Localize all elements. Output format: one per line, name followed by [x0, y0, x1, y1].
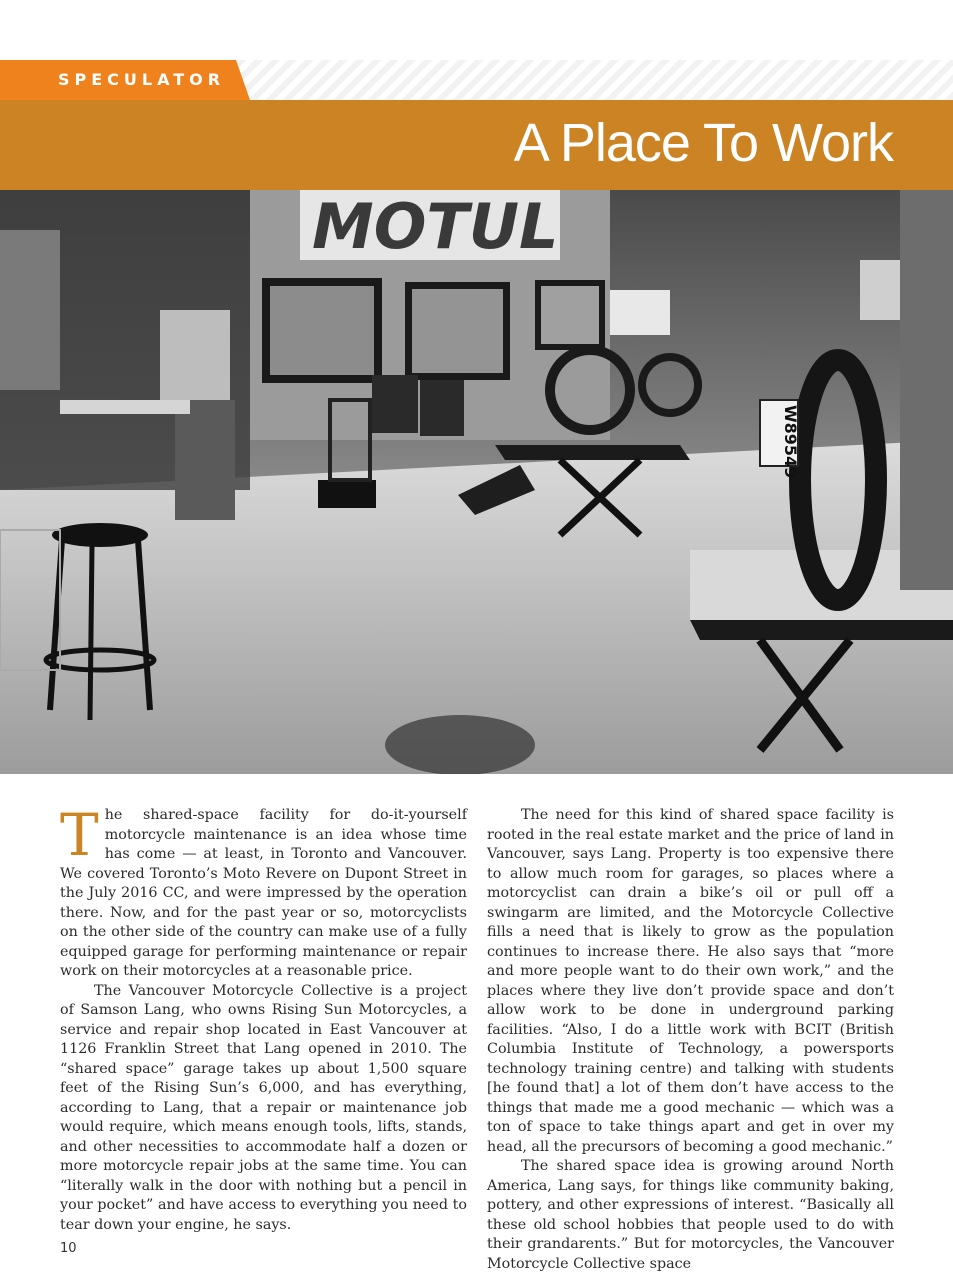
paragraph: The shared space idea is growing around North America, Lang says, for things like community baking, pottery, and other expressions of interest. “Basically all these old school hobbies that people used to do with their grandarents.” But for motorcycles, the Vancouver Motorcycle Collective space: [487, 1158, 894, 1272]
motul-banner-text: MOTUL: [312, 190, 559, 263]
garage-photo: [0, 190, 953, 774]
garage-photo-illustration: [0, 190, 953, 774]
paragraph: The Vancouver Motorcycle Collective is a project of Samson Lang, who owns Rising Sun Motorcycles, a service and repair shop located in East Vancouver at 1126 Franklin Street that Lang opened in 2010. The “shared space” garage takes up about 1,500 square feet of the Rising Sun’s 6,000, and has everything, according to Lang, that a repair or maintenance job would require, which means enough tools, lifts, stands, and other necessities to accommodate half a dozen or more motorcycle repair jobs at the same time. You can “literally walk in the door with nothing but a pencil in your pocket” and have access to everything you need to tear down your engine, he says.: [60, 982, 467, 1233]
drop-cap: T: [60, 801, 99, 869]
page-title: A Place To Work: [513, 113, 893, 173]
article-column-left: [60, 801, 467, 1235]
license-plate-text: W89549: [781, 405, 800, 479]
paragraph-text: he shared-space facility for do-it-yourself motorcycle maintenance is an idea whose time has come — at least, in Toronto and Vancouver. We covered Toronto’s Moto Revere on Dupont Street in the July 2016 CC, and were impressed by the operation there. Now, and for the past year or so, motorcyclists on the other side of the country can make use of a fully equipped garage for performing maintenance or repair work on their motorcycles at a reasonable price.: [60, 807, 467, 979]
page-number: 10: [60, 1241, 77, 1256]
paragraph: The need for this kind of shared space facility is rooted in the real estate market and the price of land in Vancouver, says Lang. Property is too expensive there to allow much room for garages, so places where a motorcyclist can drain a bike’s oil or pull off a swingarm are limited, and the Motorcycle Collective fills a need that is likely to grow as the population continues to increase there. He also says that “more and more people want to do their own work,” and the places where they live don’t provide space and don’t allow work to be done in underground parking facilities. “Also, I do a little work with BCIT (British Columbia Institute of Technology, a powersports technology training centre) and talking with students [he found that] a lot of them don’t have access to the things that made me a good mechanic — which was a ton of space to take things apart and get in over my head, all the precursors of becoming a good mechanic.”: [487, 807, 894, 1155]
section-label: SPECULATOR: [58, 70, 226, 89]
paragraph: [60, 801, 467, 982]
article-column-right: [487, 806, 894, 1274]
